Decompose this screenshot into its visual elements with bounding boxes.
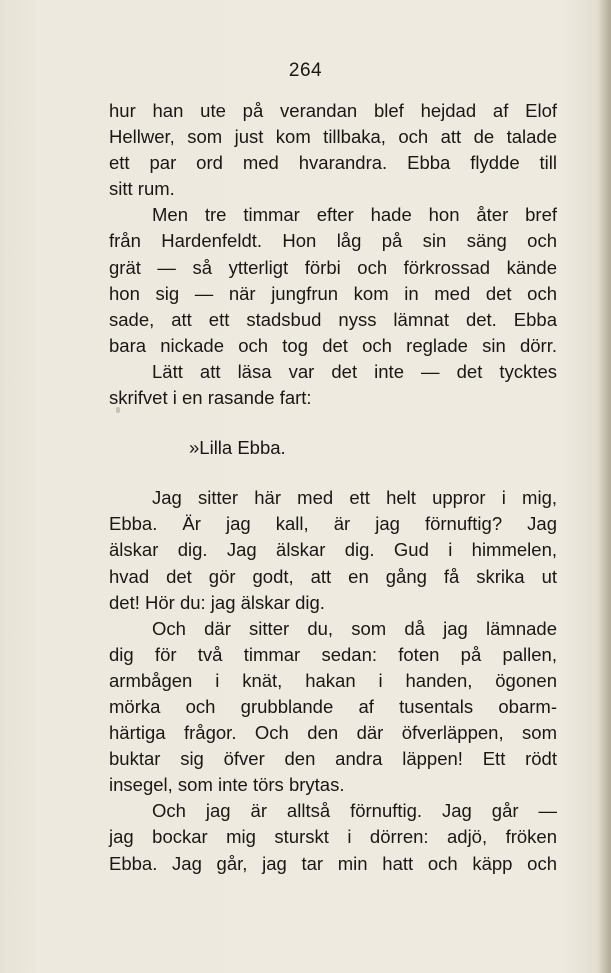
text-line: Lätt att läsa var det inte — det tycktes bbox=[152, 360, 557, 382]
text-line: hur han ute på verandan blef hejdad af Elof bbox=[109, 100, 557, 121]
text-line: Ebba. Är jag kall, är jag förnuftig? Jag bbox=[109, 513, 557, 535]
text-line: Och jag är alltså förnuftig. Jag går — bbox=[152, 800, 557, 822]
body-text bbox=[109, 98, 557, 877]
text-line: sade, att ett stadsbud nyss lämnat det. Ebba bbox=[109, 308, 557, 330]
text-line: från Hardenfeldt. Hon låg på sin säng och bbox=[109, 230, 557, 252]
text-line: bara nickade och tog det och reglade sin dörr. bbox=[109, 334, 557, 356]
text-line: Och där sitter du, som då jag lämnade bbox=[152, 617, 557, 639]
text-line: armbågen i knät, hakan i handen, ögonen bbox=[109, 669, 557, 691]
text-line: insegel, som inte törs brytas. bbox=[109, 774, 345, 796]
paragraph-gap bbox=[109, 461, 557, 485]
text-line: skrifvet i en rasande fart: bbox=[109, 387, 312, 409]
text-line: buktar sig öfver den andra läppen! Ett rödt bbox=[109, 748, 557, 770]
text-line: grät — så ytterligt förbi och förkrossad kände bbox=[109, 256, 557, 278]
text-line: Ebba. Jag går, jag tar min hatt och käpp och bbox=[109, 852, 557, 874]
text-line: ett par ord med hvarandra. Ebba flydde till bbox=[109, 152, 557, 174]
text-line: hon sig — när jungfrun kom in med det och bbox=[109, 282, 557, 304]
text-line: dig för två timmar sedan: foten på pallen, bbox=[109, 643, 557, 665]
text-line: sitt rum. bbox=[109, 178, 175, 200]
text-line: älskar dig. Jag älskar dig. Gud i himmelen, bbox=[109, 539, 557, 561]
text-line: Jag sitter här med ett helt uppror i mig, bbox=[152, 487, 557, 509]
text-line: mörka och grubblande af tusentals obarm- bbox=[109, 695, 557, 717]
page-edge-shadow bbox=[597, 0, 611, 973]
text-line: det! Hör du: jag älskar dig. bbox=[109, 591, 325, 613]
letter-salutation: »Lilla Ebba. bbox=[189, 437, 286, 459]
paragraph-gap bbox=[109, 411, 557, 435]
page-number: 264 bbox=[288, 60, 323, 81]
text-line: jag bockar mig sturskt i dörren: adjö, fröken bbox=[109, 826, 557, 848]
text-line: Men tre timmar efter hade hon åter bref bbox=[152, 204, 557, 226]
text-line: hvad det gör godt, att en gång få skrika ut bbox=[109, 565, 557, 587]
text-line: Hellwer, som just kom tillbaka, och att de talade bbox=[109, 126, 557, 148]
text-line: härtiga frågor. Och den där öfverläppen, som bbox=[109, 722, 557, 744]
